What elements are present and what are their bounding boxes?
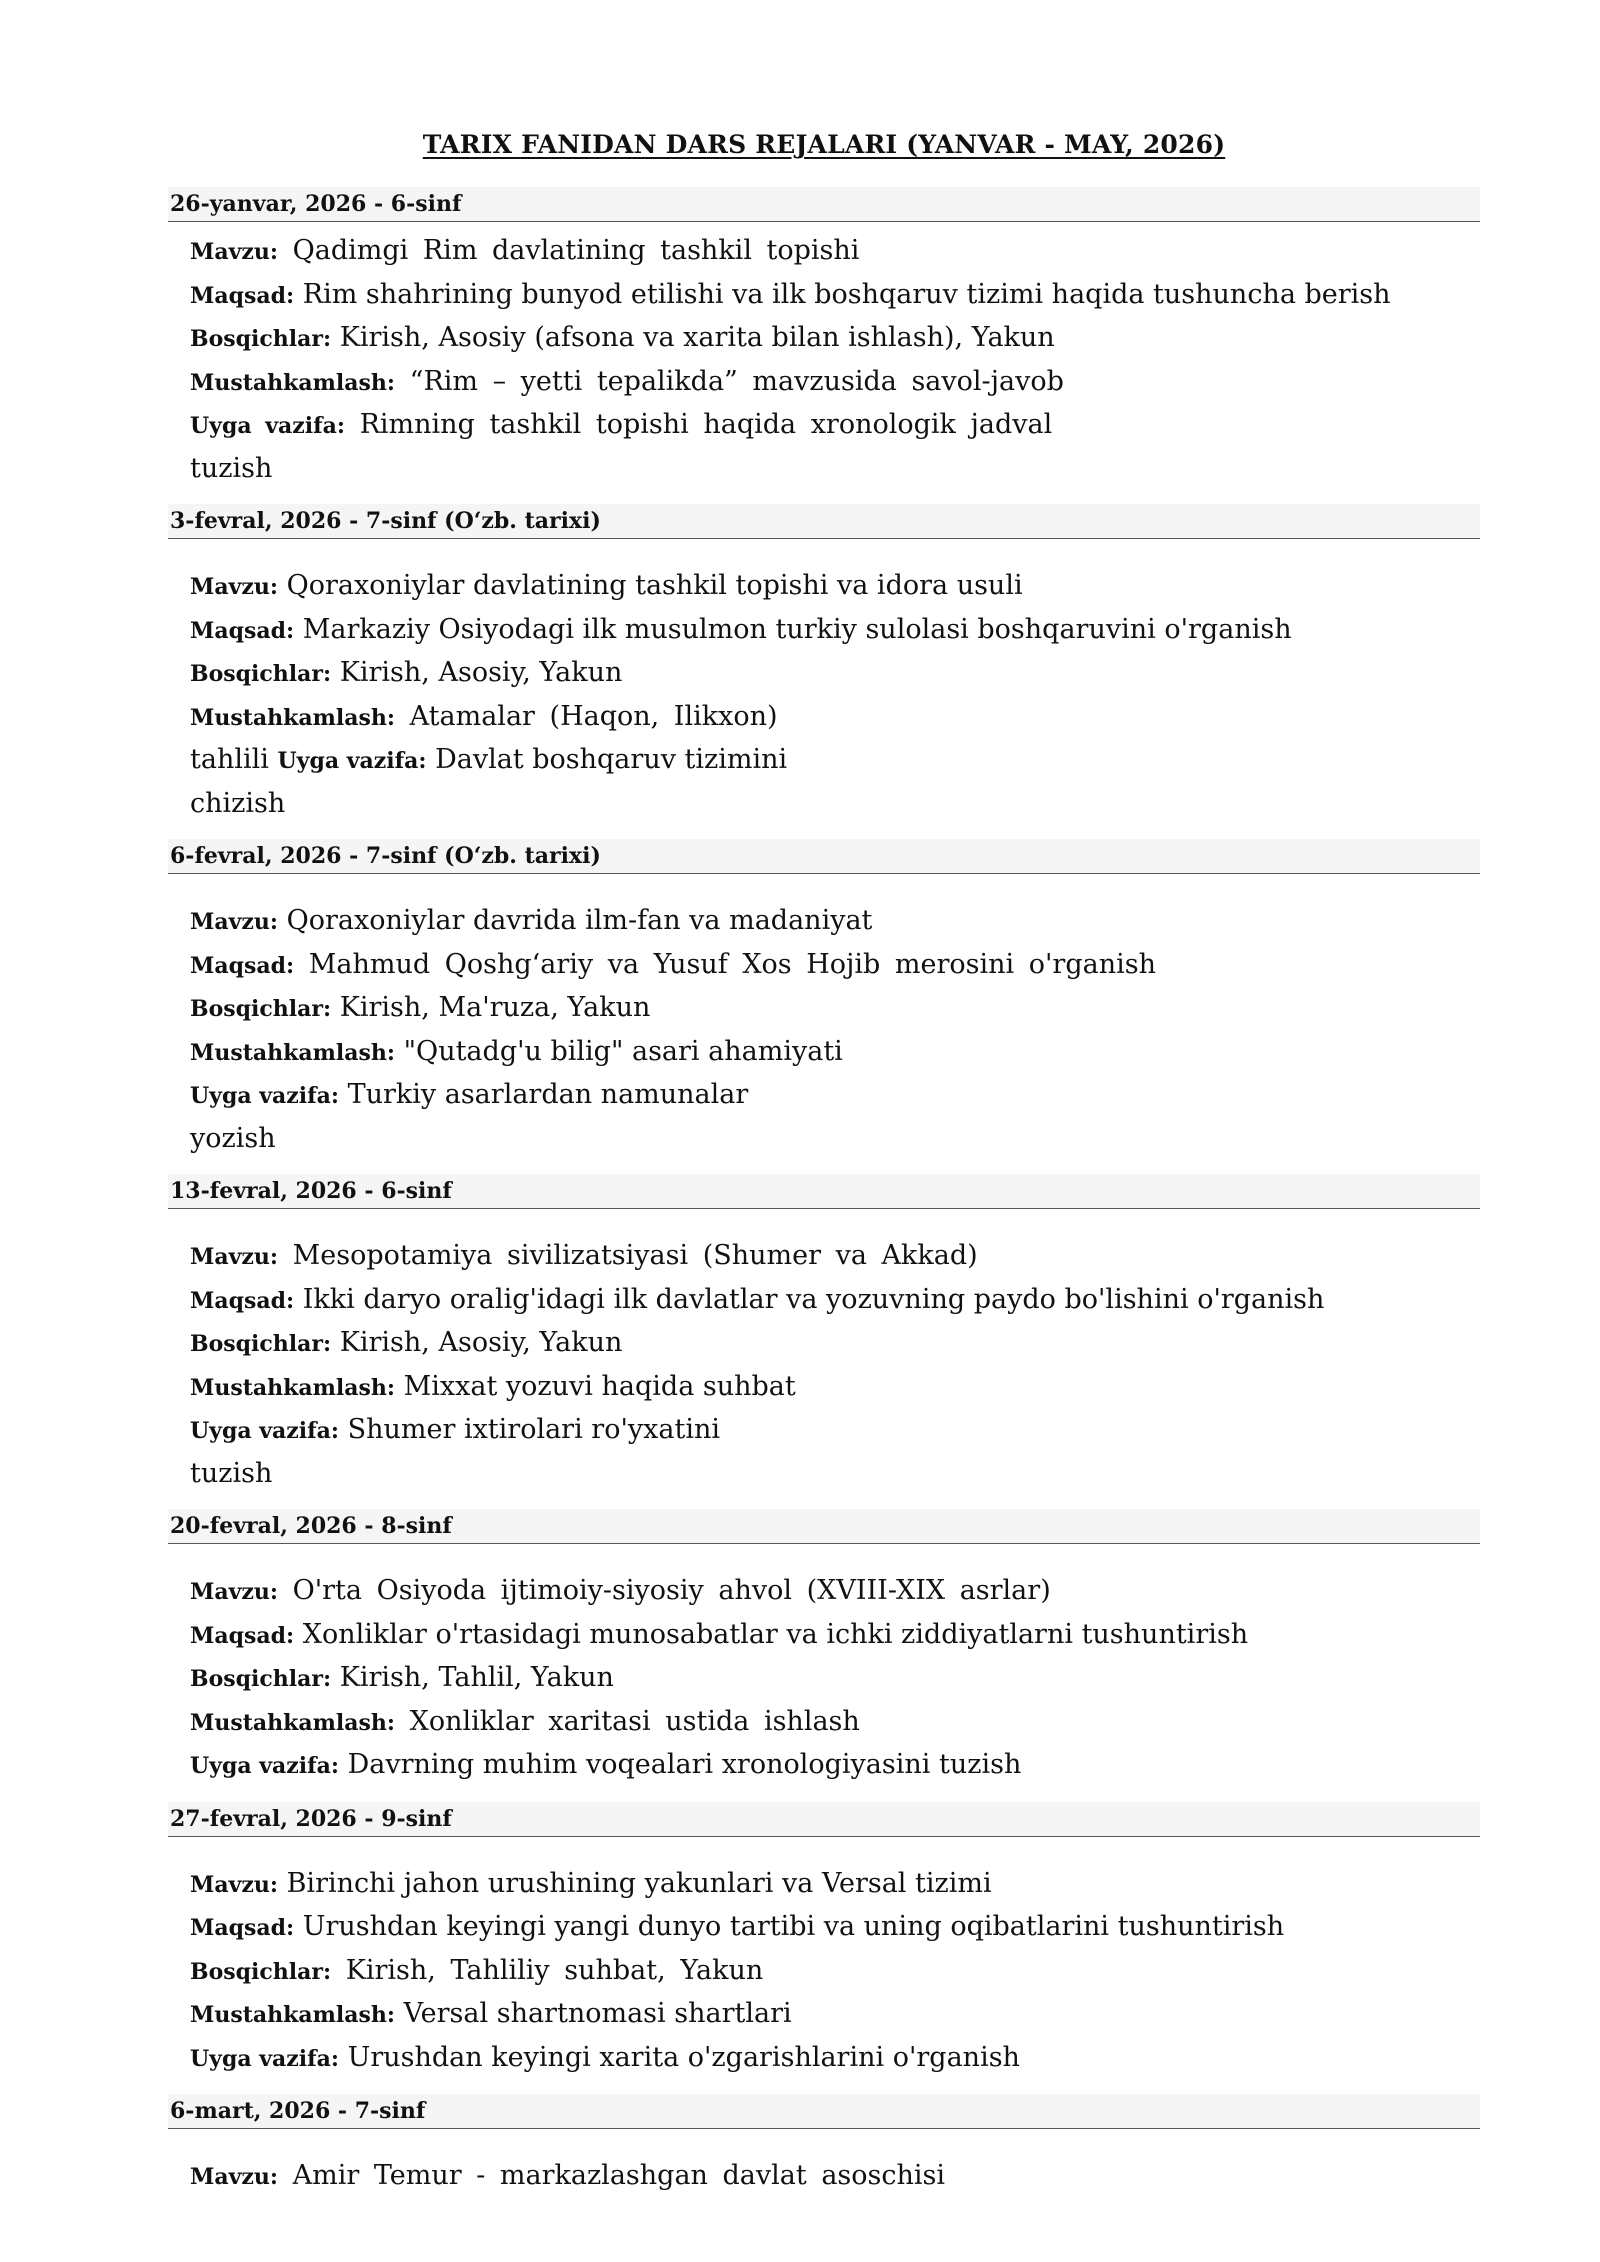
maqsad-value: Mahmud Qoshg‘ariy va Yusuf Xos Hojib merosini o'rganish xyxy=(308,948,1156,980)
mustahkamlash-label: Mustahkamlash: xyxy=(190,704,396,731)
mavzu-row xyxy=(190,1235,1480,1279)
maqsad-value: Urushdan keyingi yangi dunyo tartibi va uning oqibatlarini tushuntirish xyxy=(302,1911,1285,1942)
lesson-block xyxy=(168,1802,1480,2081)
mavzu-label: Mavzu: xyxy=(190,2164,278,2190)
mustahkamlash-row xyxy=(190,1701,1480,1745)
maqsad-value: Xonliklar o'rtasidagi munosabatlar va ichki ziddiyatlarni tushuntirish xyxy=(302,1618,1249,1650)
bosqichlar-label: Bosqichlar: xyxy=(190,1666,332,1692)
maqsad-value: Markaziy Osiyodagi ilk musulmon turkiy sulolasi boshqaruvini o'rganish xyxy=(302,613,1292,645)
bosqichlar-label: Bosqichlar: xyxy=(190,326,332,352)
maqsad-row xyxy=(190,1614,1480,1658)
lesson-block xyxy=(168,2094,1480,2199)
mustahkamlash-label: Mustahkamlash: xyxy=(190,1039,396,1066)
lesson-block xyxy=(168,1509,1480,1788)
bosqichlar-value: Kirish, Asosiy (afsona va xarita bilan ishlash), Yakun xyxy=(339,322,1055,353)
bosqichlar-row xyxy=(190,1322,1480,1366)
bosqichlar-label: Bosqichlar: xyxy=(190,1958,332,1985)
mustahkamlash-row xyxy=(190,1993,1480,2037)
uyga-vazifa-label: Uyga vazifa: xyxy=(277,748,427,774)
mustahkamlash-value: “Rim – yetti tepalikda” mavzusida savol-javob xyxy=(409,365,1064,397)
mustahkamlash-value: Xonliklar xaritasi ustida ishlash xyxy=(409,1705,860,1737)
bosqichlar-value: Kirish, Ma'ruza, Yakun xyxy=(339,992,651,1023)
uyga-vazifa-row xyxy=(190,1409,1480,1453)
maqsad-label: Maqsad: xyxy=(190,282,295,309)
maqsad-label: Maqsad: xyxy=(190,1622,295,1649)
maqsad-row xyxy=(190,1906,1480,1950)
lesson-body xyxy=(168,2129,1480,2199)
mustahkamlash-label: Mustahkamlash: xyxy=(190,2002,396,2028)
uyga-vazifa-continuation: yozish xyxy=(190,1122,276,1154)
lesson-block xyxy=(168,1174,1480,1495)
lesson-header: 20-fevral, 2026 - 8-sinf xyxy=(168,1509,1480,1544)
mavzu-value: O'rta Osiyoda ijtimoiy-siyosiy ahvol (XVIII-XIX asrlar) xyxy=(292,1575,1051,1606)
bosqichlar-row xyxy=(190,1950,1480,1994)
lesson-body xyxy=(168,874,1480,1160)
bosqichlar-value: Kirish, Tahlil, Yakun xyxy=(339,1662,614,1693)
uyga-vazifa-label: Uyga vazifa: xyxy=(190,1753,339,1779)
mustahkamlash-row xyxy=(190,696,1480,740)
mustahkamlash-label: Mustahkamlash: xyxy=(190,1709,396,1736)
maqsad-row xyxy=(190,944,1480,988)
lesson-header: 6-fevral, 2026 - 7-sinf (O‘zb. tarixi) xyxy=(168,839,1480,874)
bosqichlar-row xyxy=(190,1657,1480,1701)
mavzu-value: Birinchi jahon urushining yakunlari va Versal tizimi xyxy=(286,1867,992,1899)
lesson-header: 6-mart, 2026 - 7-sinf xyxy=(168,2094,1480,2129)
mavzu-value: Qoraxoniylar davrida ilm-fan va madaniyat xyxy=(286,905,873,936)
maqsad-row xyxy=(190,1279,1480,1323)
mavzu-value: Amir Temur - markazlashgan davlat asoschisi xyxy=(292,2160,946,2191)
mavzu-label: Mavzu: xyxy=(190,574,278,600)
mustahkamlash-label: Mustahkamlash: xyxy=(190,369,396,396)
uyga-vazifa-row xyxy=(190,739,1480,783)
bosqichlar-label: Bosqichlar: xyxy=(190,661,332,687)
uyga-vazifa-label: Uyga vazifa: xyxy=(190,2045,339,2072)
bosqichlar-row xyxy=(190,652,1480,696)
lesson-body xyxy=(168,1209,1480,1495)
uyga-vazifa-label: Uyga vazifa: xyxy=(190,413,345,439)
uyga-vazifa-continuation: tuzish xyxy=(190,1457,273,1489)
mavzu-value: Qoraxoniylar davlatining tashkil topishi va idora usuli xyxy=(286,570,1023,601)
mavzu-row xyxy=(190,900,1480,944)
mavzu-row xyxy=(190,1863,1480,1907)
maqsad-label: Maqsad: xyxy=(190,952,295,979)
uyga-vazifa-value: Davrning muhim voqealari xronologiyasini tuzish xyxy=(347,1749,1022,1780)
lesson-header: 27-fevral, 2026 - 9-sinf xyxy=(168,1802,1480,1837)
maqsad-value: Rim shahrining bunyod etilishi va ilk boshqaruv tizimi haqida tushuncha berish xyxy=(302,278,1391,310)
mustahkamlash-row xyxy=(190,1031,1480,1075)
mavzu-row xyxy=(190,230,1480,274)
mavzu-label: Mavzu: xyxy=(190,239,278,265)
lesson-block xyxy=(168,839,1480,1160)
maqsad-label: Maqsad: xyxy=(190,1915,295,1941)
uyga-vazifa-continuation: chizish xyxy=(190,787,286,819)
bosqichlar-label: Bosqichlar: xyxy=(190,996,332,1022)
mustahkamlash-label: Mustahkamlash: xyxy=(190,1374,396,1401)
mavzu-value: Mesopotamiya sivilizatsiyasi (Shumer va Akkad) xyxy=(292,1240,978,1271)
maqsad-row xyxy=(190,274,1480,318)
maqsad-row xyxy=(190,609,1480,653)
lesson-block xyxy=(168,504,1480,825)
bosqichlar-row xyxy=(190,317,1480,361)
mavzu-label: Mavzu: xyxy=(190,1244,278,1270)
mustahkamlash-continuation: tahlili xyxy=(190,744,269,775)
bosqichlar-value: Kirish, Asosiy, Yakun xyxy=(339,657,623,688)
uyga-vazifa-value: Turkiy asarlardan namunalar xyxy=(347,1079,749,1110)
uyga-vazifa-value: Davlat boshqaruv tizimini xyxy=(435,744,788,775)
mavzu-label: Mavzu: xyxy=(190,1871,278,1898)
mavzu-row xyxy=(190,565,1480,609)
mustahkamlash-value: "Qutadg'u bilig" asari ahamiyati xyxy=(403,1035,843,1067)
lesson-header: 13-fevral, 2026 - 6-sinf xyxy=(168,1174,1480,1209)
uyga-vazifa-label: Uyga vazifa: xyxy=(190,1083,339,1109)
mustahkamlash-value: Mixxat yozuvi haqida suhbat xyxy=(403,1370,796,1402)
uyga-vazifa-row xyxy=(190,1744,1480,1788)
mavzu-row xyxy=(190,2155,1480,2199)
uyga-vazifa-row xyxy=(190,404,1480,448)
mustahkamlash-value: Versal shartnomasi shartlari xyxy=(403,1998,792,2029)
maqsad-label: Maqsad: xyxy=(190,617,295,644)
maqsad-label: Maqsad: xyxy=(190,1287,295,1314)
mavzu-label: Mavzu: xyxy=(190,909,278,935)
mavzu-value: Qadimgi Rim davlatining tashkil topishi xyxy=(292,235,860,266)
mustahkamlash-value: Atamalar (Haqon, Ilikxon) xyxy=(409,700,778,732)
uyga-vazifa-row xyxy=(190,1074,1480,1118)
lesson-body xyxy=(168,1837,1480,2081)
uyga-vazifa-value: Shumer ixtirolari ro'yxatini xyxy=(347,1414,720,1445)
mustahkamlash-row xyxy=(190,1366,1480,1410)
bosqichlar-value: Kirish, Tahliliy suhbat, Yakun xyxy=(345,1954,764,1986)
bosqichlar-row xyxy=(190,987,1480,1031)
mustahkamlash-row xyxy=(190,361,1480,405)
mavzu-label: Mavzu: xyxy=(190,1579,278,1605)
lesson-block xyxy=(168,187,1480,490)
bosqichlar-label: Bosqichlar: xyxy=(190,1331,332,1357)
maqsad-value: Ikki daryo oralig'idagi ilk davlatlar va yozuvning paydo bo'lishini o'rganish xyxy=(302,1283,1325,1315)
bosqichlar-value: Kirish, Asosiy, Yakun xyxy=(339,1327,623,1358)
mavzu-row xyxy=(190,1570,1480,1614)
uyga-vazifa-value: Urushdan keyingi xarita o'zgarishlarini o'rganish xyxy=(347,2041,1020,2073)
lesson-header: 3-fevral, 2026 - 7-sinf (O‘zb. tarixi) xyxy=(168,504,1480,539)
uyga-vazifa-label: Uyga vazifa: xyxy=(190,1418,339,1444)
lesson-body xyxy=(168,222,1480,490)
uyga-vazifa-row xyxy=(190,2037,1480,2081)
document-page xyxy=(168,130,1480,2213)
uyga-vazifa-value: Rimning tashkil topishi haqida xronologik jadval xyxy=(359,409,1053,440)
document-title: TARIX FANIDAN DARS REJALARI (YANVAR - MAY, 2026) xyxy=(422,130,1226,159)
lesson-header: 26-yanvar, 2026 - 6-sinf xyxy=(168,187,1480,222)
lesson-body xyxy=(168,539,1480,825)
lesson-body xyxy=(168,1544,1480,1788)
uyga-vazifa-continuation: tuzish xyxy=(190,452,273,484)
